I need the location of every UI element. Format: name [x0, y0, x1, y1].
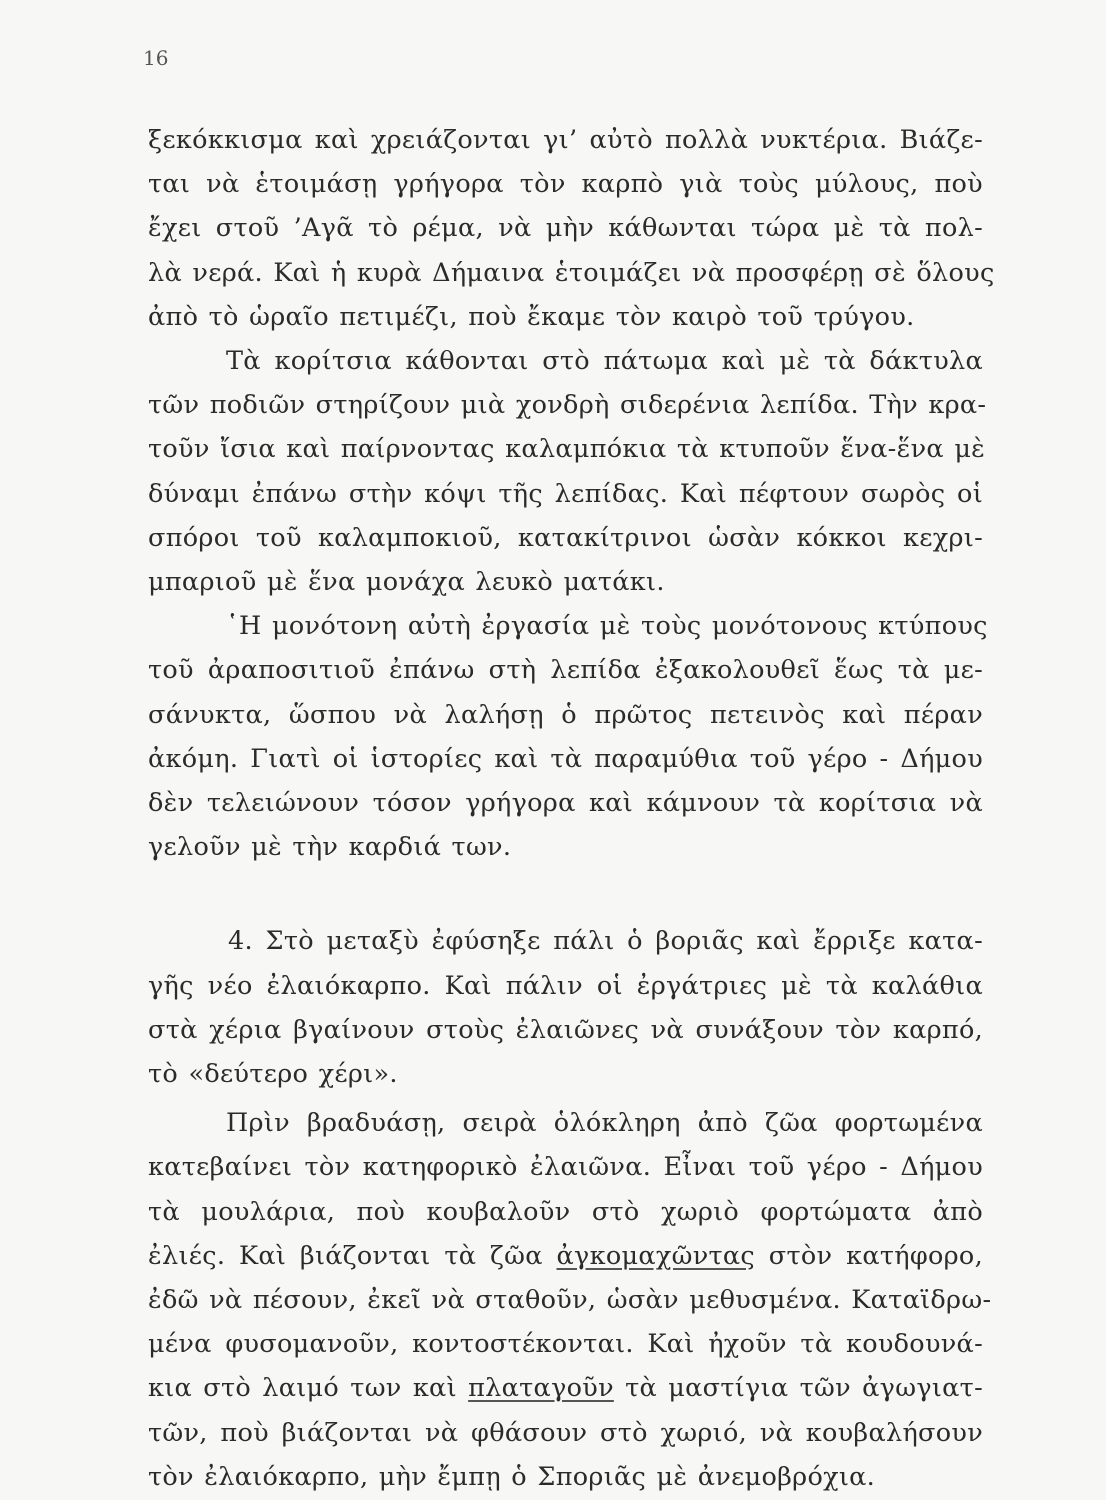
text-line: ἀκόμη. Γιατὶ οἱ ἱστορίες καὶ τὰ παραμύθια τοῦ γέρο - Δήμου	[148, 743, 983, 774]
text-line: Πρὶν βραδυάσῃ, σειρὰ ὁλόκληρη ἀπὸ ζῶα φορτωμένα	[226, 1108, 983, 1139]
text-line: σπόροι τοῦ καλαμποκιοῦ, κατακίτρινοι ὡσὰν κόκκοι κεχρι-	[148, 522, 983, 553]
page-number: 16	[143, 46, 169, 70]
text-line: ἐδῶ νὰ πέσουν, ἐκεῖ νὰ σταθοῦν, ὡσὰν μεθυσμένα. Καταϊδρω-	[148, 1285, 992, 1315]
section-start-line: 4. Στὸ μεταξὺ ἐφύσηξε πάλι ὁ βοριᾶς καὶ ἔρριξε κατα-	[228, 926, 983, 957]
text-line: τοῦν ἴσια καὶ παίρνοντας καλαμπόκια τὰ κτυποῦν ἕνα-ἕνα μὲ	[148, 434, 986, 465]
text-line: ται νὰ ἑτοιμάσῃ γρήγορα τὸν καρπὸ γιὰ τοὺς μύλους, ποὺ	[148, 169, 983, 200]
text-line: δὲν τελειώνουν τόσον γρήγορα καὶ κάμνουν τὰ κορίτσια νὰ	[148, 788, 983, 818]
text-line: τὸν ἐλαιόκαρπο, μὴν ἔμπῃ ὁ Σποριᾶς μὲ ἀνεμοβρόχια.	[148, 1461, 876, 1492]
text-line: μπαριοῦ μὲ ἕνα μονάχα λευκὸ ματάκι.	[148, 567, 665, 597]
text-line: ἔχει στοῦ ’Αγᾶ τὸ ρέμα, νὰ μὴν κάθωνται τώρα μὲ τὰ πολ-	[148, 213, 983, 244]
text-line: ῾Η μονότονη αὐτὴ ἐργασία μὲ τοὺς μονότονους κτύπους	[226, 611, 988, 642]
text-segment: κια στὸ λαιμό των καὶ	[148, 1373, 469, 1404]
text-line: τῶν, ποὺ βιάζονται νὰ φθάσουν στὸ χωριό, νὰ κουβαλήσουν	[148, 1417, 983, 1448]
text-line: μένα φυσομανοῦν, κοντοστέκονται. Καὶ ἠχοῦν τὰ κουδουνά-	[148, 1329, 983, 1360]
text-line: ξεκόκκισμα καὶ χρειάζονται γι’ αὐτὸ πολλὰ νυκτέρια. Βιάζε-	[148, 125, 983, 155]
text-line	[148, 1238, 983, 1274]
text-line: τῶν ποδιῶν στηρίζουν μιὰ χονδρὴ σιδερένια λεπίδα. Τὴν κρα-	[148, 390, 987, 421]
text-line: γῆς νέο ἐλαιόκαρπο. Καὶ πάλιν οἱ ἐργάτριες μὲ τὰ καλάθια	[148, 970, 983, 1001]
text-line: γελοῦν μὲ τὴν καρδιά των.	[148, 832, 512, 863]
text-segment: ἐλιές. Καὶ βιάζονται τὰ ζῶα	[148, 1240, 557, 1271]
text-line: ἀπὸ τὸ ὡραῖο πετιμέζι, ποὺ ἔκαμε τὸν καιρὸ τοῦ τρύγου.	[148, 301, 915, 332]
text-line: στὰ χέρια βγαίνουν στοὺς ἐλαιῶνες νὰ συνάξουν τὸν καρπό,	[148, 1014, 983, 1045]
text-line: σάνυκτα, ὥσπου νὰ λαλήσῃ ὁ πρῶτος πετεινὸς καὶ πέραν	[148, 699, 983, 730]
text-segment: στὸν κατήφορο,	[755, 1240, 983, 1271]
text-segment: τὰ μαστίγια τῶν ἀγωγιατ-	[613, 1373, 983, 1404]
underlined-word: ἀγκομαχῶντας	[556, 1240, 756, 1271]
text-line: λὰ νερά. Καὶ ἡ κυρὰ Δήμαινα ἑτοιμάζει νὰ προσφέρῃ σὲ ὅλους	[148, 257, 995, 288]
text-line: κατεβαίνει τὸν κατηφορικὸ ἐλαιῶνα. Εἶναι τοῦ γέρο - Δήμου	[148, 1152, 983, 1183]
text-line: τὸ «δεύτερο χέρι».	[148, 1059, 398, 1089]
underlined-word: πλαταγοῦν	[468, 1373, 614, 1404]
text-line: τοῦ ἀραποσιτιοῦ ἐπάνω στὴ λεπίδα ἐξακολουθεῖ ἕως τὰ με-	[148, 655, 983, 686]
text-line: δύναμι ἐπάνω στὴν κόψι τῆς λεπίδας. Καὶ πέφτουν σωρὸς οἱ	[148, 478, 983, 509]
text-line	[148, 1370, 983, 1406]
text-line: τὰ μουλάρια, ποὺ κουβαλοῦν στὸ χωριὸ φορτώματα ἀπὸ	[148, 1196, 983, 1227]
text-line: Τὰ κορίτσια κάθονται στὸ πάτωμα καὶ μὲ τὰ δάκτυλα	[226, 346, 983, 376]
